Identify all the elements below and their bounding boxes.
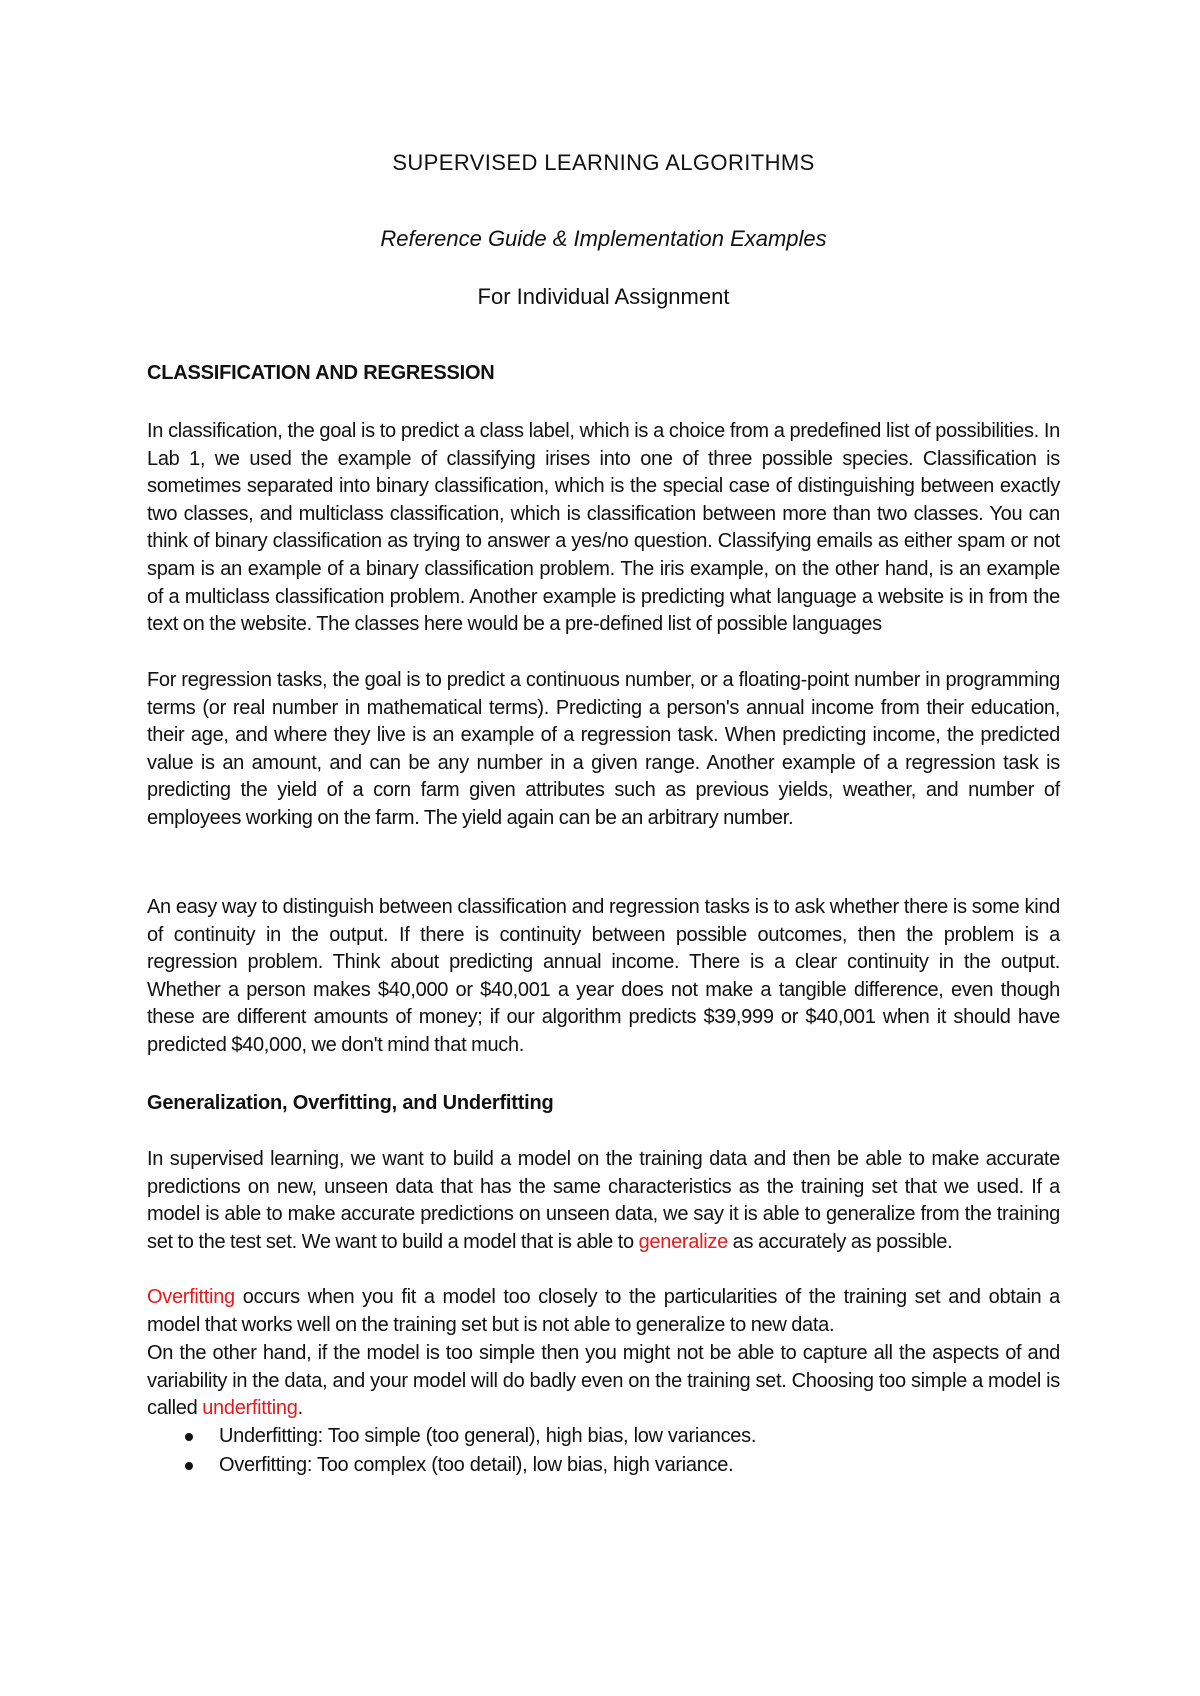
underfitting-text: On the other hand, if the model is too simple then you might not be able to capture all the aspects of and variability in the data, and your model will do badly even on the training set. Choosing too simple a model is called — [147, 1342, 1060, 1420]
paragraph-underfitting — [147, 1340, 1060, 1423]
term-overfitting: Overfitting — [147, 1286, 235, 1308]
paragraph-generalization — [147, 1146, 1060, 1256]
paragraph-distinguish: An easy way to distinguish between classification and regression tasks is to ask whether there is some kind of continuity in the output. If there is continuity between possible outcomes, then the problem is a regression problem. Think about predicting annual income. There is a clear continuity in the output. Whether a person makes $40,000 or $40,001 a year does not make a tangible difference, even though these are different amounts of money; if our algorithm predicts $39,999 or $40,001 when it should have predicted $40,000, we don't mind that much. — [147, 896, 1060, 1056]
paragraph-overfitting — [147, 1284, 1060, 1339]
section-heading-generalization: Generalization, Overfitting, and Underfitting — [147, 1092, 554, 1114]
bullet-icon — [185, 1433, 193, 1441]
generalization-tail: as accurately as possible. — [727, 1230, 953, 1253]
underfitting-tail: . — [297, 1397, 303, 1420]
bullet-text-overfitting: Overfitting: Too complex (too detail), low bias, high variance. — [219, 1454, 734, 1476]
paragraph-regression: For regression tasks, the goal is to predict a continuous number, or a floating-point number in programming terms (or real number in mathematical terms). Predicting a person's annual income from their education, their age, and where they live is an example of a regression task. When predicting income, the predicted value is an amount, and can be any number in a given range. Another example of a regression task is predicting the yield of a corn farm given attributes such as previous yields, weather, and number of employees working on the farm. The yield again can be an arbitrary number. — [147, 669, 1060, 829]
list-item — [147, 1451, 756, 1480]
list-item — [147, 1422, 756, 1451]
term-generalize: generalize — [638, 1230, 728, 1253]
bullet-icon — [185, 1462, 193, 1470]
overfitting-text: occurs when you fit a model too closely to the particularities of the training set and obtain a model that works well on the training set but is not able to generalize to new data. — [147, 1286, 1060, 1336]
bullet-text-underfitting: Underfitting: Too simple (too general), high bias, low variances. — [219, 1425, 757, 1447]
paragraph-classification: In classification, the goal is to predict a class label, which is a choice from a predefined list of possibilities. In Lab 1, we used the example of classifying irises into one of three possible species. Classification is sometimes separated into binary classification, which is the special case of distinguishing between exactly two classes, and multiclass classification, which is classification between more than two classes. You can think of binary classification as trying to answer a yes/no question. Classifying emails as either spam or not spam is an example of a binary classification problem. The iris example, on the other hand, is an example of a multiclass classification problem. Another example is predicting what language a website is in from the text on the website. The classes here would be a pre-defined list of possible languages — [147, 420, 1060, 636]
assignment-label: For Individual Assignment — [477, 284, 730, 309]
section-heading-classification: CLASSIFICATION AND REGRESSION — [147, 362, 495, 384]
generalization-text: In supervised learning, we want to build a model on the training data and then be able to make accurate predictions on new, unseen data that has the same characteristics as the training set that we used. If a model is able to make accurate predictions on unseen data, we say it is able to generalize from the training set to the test set. We want to build a model that is able to — [147, 1148, 1060, 1253]
document-subtitle: Reference Guide & Implementation Examples — [380, 226, 827, 251]
document-title: SUPERVISED LEARNING ALGORITHMS — [392, 150, 815, 175]
bullet-list — [147, 1422, 756, 1480]
term-underfitting: underfitting — [202, 1397, 298, 1420]
